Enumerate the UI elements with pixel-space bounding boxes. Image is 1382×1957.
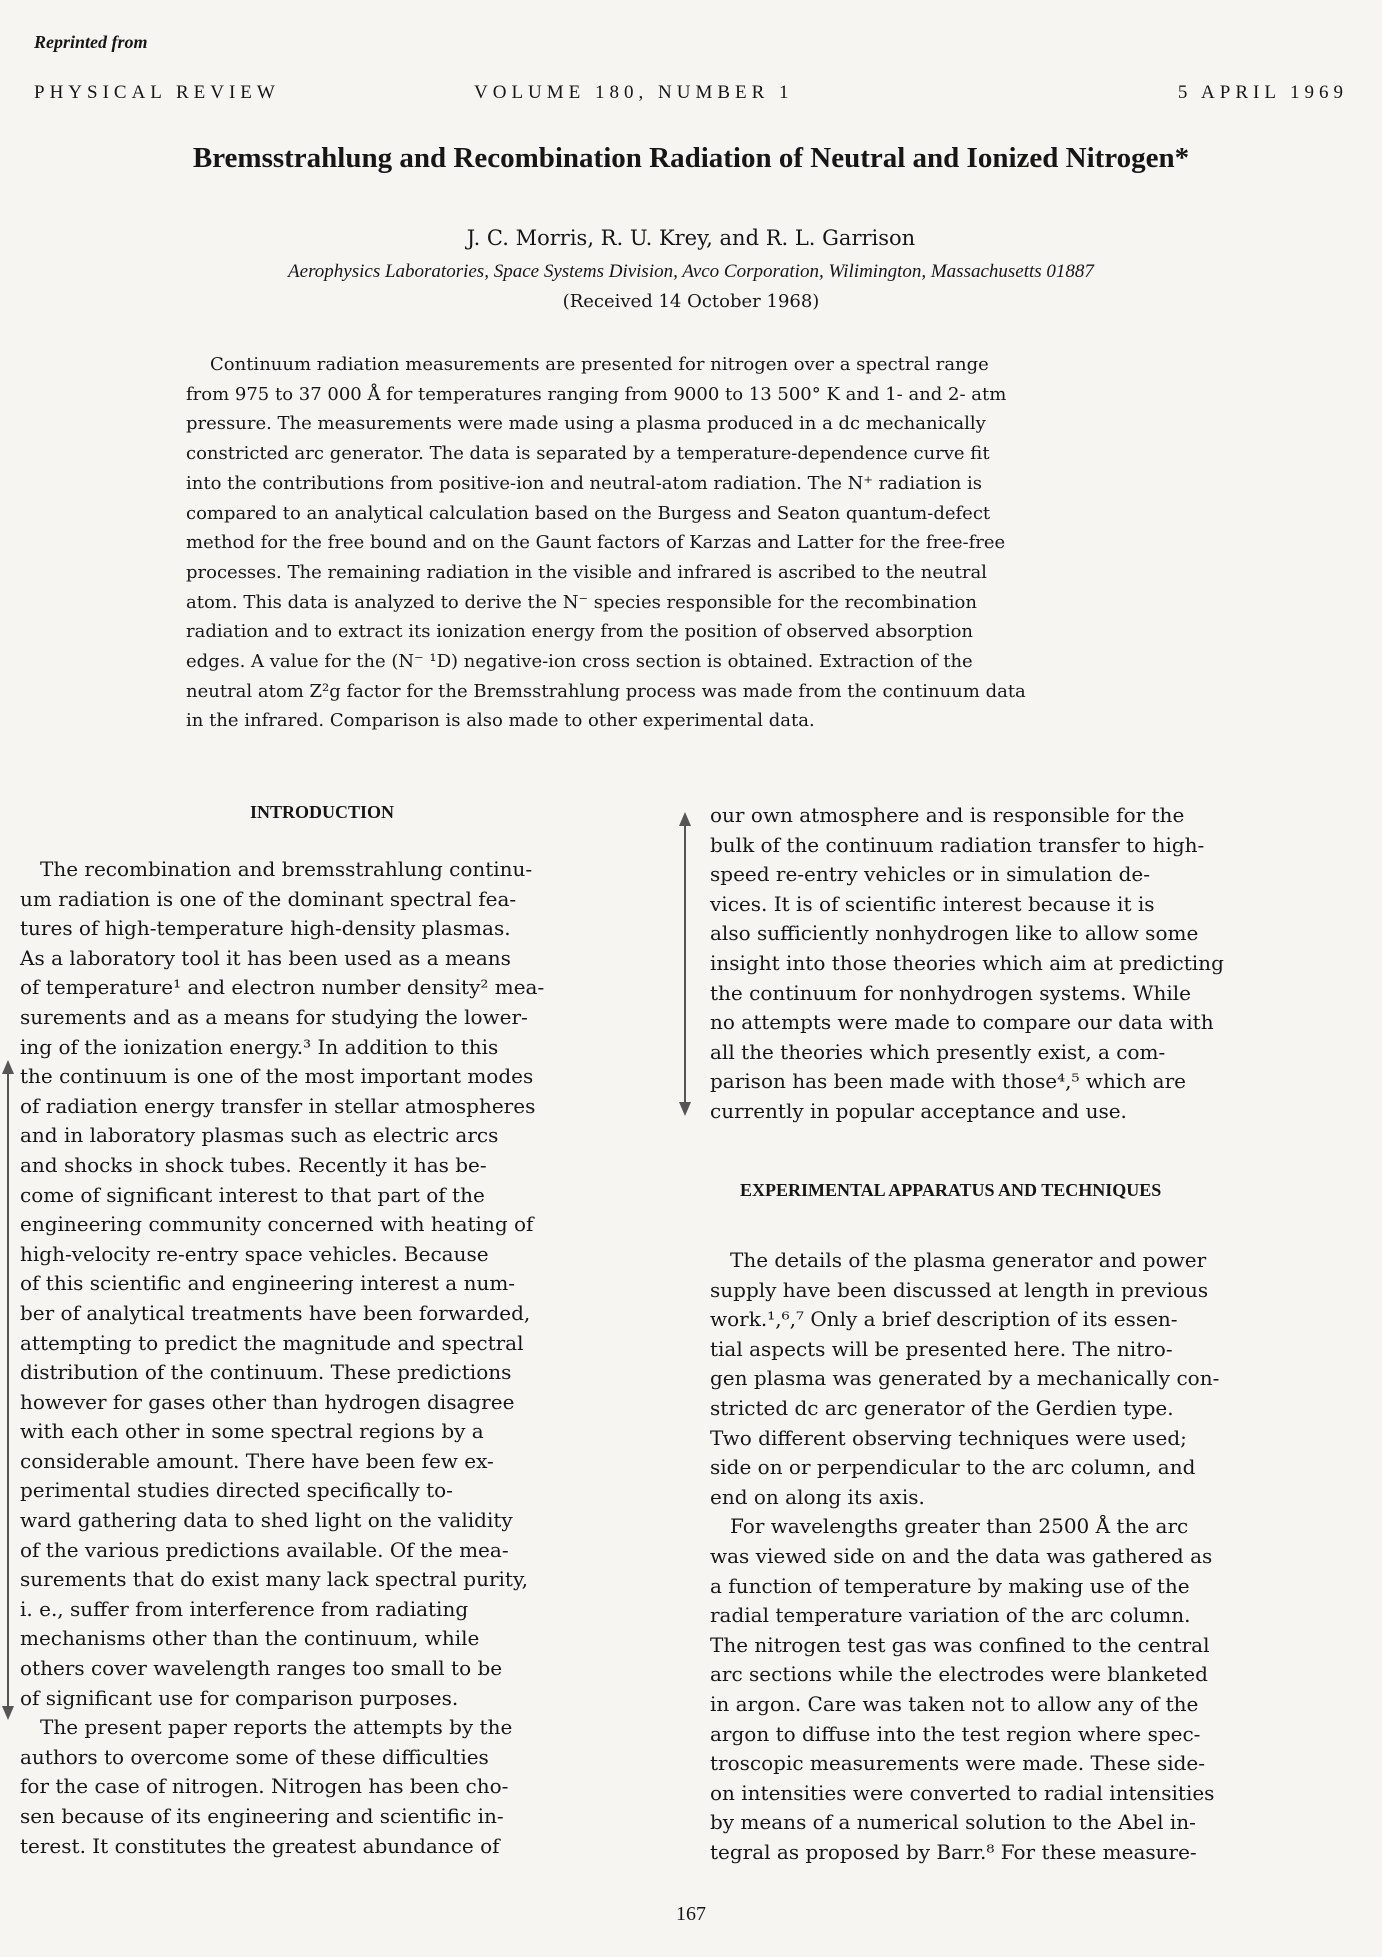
abstract-line: Continuum radiation measurements are presented for nitrogen over a spectral range xyxy=(210,354,989,375)
text-line: come of significant interest to that part of the xyxy=(20,1182,485,1207)
text-line: was viewed side on and the data was gathered as xyxy=(710,1543,1213,1568)
section-heading-introduction: INTRODUCTION xyxy=(250,802,395,822)
running-header xyxy=(34,82,1348,108)
text-line: no attempts were made to compare our data with xyxy=(710,1010,1214,1035)
text-line: with each other in some spectral regions by a xyxy=(20,1419,484,1444)
text-line: perimental studies directed specifically to- xyxy=(20,1478,453,1503)
text-line: currently in popular acceptance and use. xyxy=(710,1098,1127,1123)
text-line: The recombination and bremsstrahlung continu- xyxy=(40,857,533,881)
text-line: For wavelengths greater than 2500 Å the arc xyxy=(730,1514,1189,1539)
text-line: mechanisms other than the continuum, while xyxy=(20,1626,480,1651)
text-line: supply have been discussed at length in previous xyxy=(710,1277,1209,1302)
author-list: J. C. Morris, R. U. Krey, and R. L. Garrison xyxy=(466,226,916,250)
text-line: troscopic measurements were made. These side- xyxy=(710,1751,1206,1776)
text-line: considerable amount. There have been few ex- xyxy=(20,1448,494,1473)
received-date: (Received 14 October 1968) xyxy=(562,291,820,312)
text-line: side on or perpendicular to the arc column, and xyxy=(710,1455,1196,1480)
text-line: gen plasma was generated by a mechanically con- xyxy=(710,1366,1220,1391)
text-line: engineering community concerned with heating of xyxy=(20,1212,534,1237)
text-line: of this scientific and engineering interest a num- xyxy=(20,1271,516,1296)
right-column-arrow xyxy=(677,812,693,1116)
right-column-upper xyxy=(710,801,1330,1127)
text-line: a function of temperature by making use of the xyxy=(710,1573,1190,1598)
left-column xyxy=(20,855,660,1861)
abstract-line: atom. This data is analyzed to derive the N⁻ species responsible for the recombination xyxy=(186,591,977,613)
text-line: others cover wavelength ranges too small to be xyxy=(20,1656,503,1681)
abstract-line: processes. The remaining radiation in the visible and infrared is ascribed to the neutral xyxy=(186,561,987,583)
abstract xyxy=(186,350,1170,736)
abstract-line: constricted arc generator. The data is separated by a temperature-dependence curve fit xyxy=(186,443,990,465)
affiliation: Aerophysics Laboratories, Space Systems Division, Avco Corporation, Wilimington, Massachusetts 01887 xyxy=(288,261,1094,282)
text-line: insight into those theories which aim at predicting xyxy=(710,950,1224,975)
section-heading-experimental: EXPERIMENTAL APPARATUS AND TECHNIQUES xyxy=(740,1180,1162,1200)
text-line: surements that do exist many lack spectral purity, xyxy=(20,1567,528,1592)
text-line: i. e., suffer from interference from radiating xyxy=(20,1596,469,1621)
abstract-line: from 975 to 37 000 Å for temperatures ranging from 9000 to 13 500° K and 1- and 2- atm xyxy=(186,383,1007,405)
text-line: authors to overcome some of these difficulties xyxy=(20,1744,489,1769)
text-line: our own atmosphere and is responsible for the xyxy=(710,803,1185,827)
reprinted-note: Reprinted from xyxy=(34,32,148,52)
text-line: the continuum for nonhydrogen systems. While xyxy=(710,980,1191,1005)
text-line: arc sections while the electrodes were blanketed xyxy=(710,1662,1208,1687)
abstract-line: neutral atom Z²g factor for the Bremsstrahlung process was made from the continuum data xyxy=(186,680,1026,702)
text-line: however for gases other than hydrogen disagree xyxy=(20,1389,515,1414)
text-line: tures of high-temperature high-density plasmas. xyxy=(20,916,511,941)
abstract-line: method for the free bound and on the Gaunt factors of Karzas and Latter for the free-free xyxy=(186,532,1006,554)
text-line: ing of the ionization energy.³ In addition to this xyxy=(20,1034,499,1059)
text-line: The details of the plasma generator and power xyxy=(730,1248,1207,1272)
text-line: As a laboratory tool it has been used as a means xyxy=(20,945,511,970)
text-line: work.¹,⁶,⁷ Only a brief description of its essen- xyxy=(710,1307,1178,1332)
text-line: all the theories which presently exist, a com- xyxy=(710,1039,1166,1064)
text-line: speed re-entry vehicles or in simulation de- xyxy=(710,862,1151,887)
abstract-line: radiation and to extract its ionization energy from the position of observed absorption xyxy=(186,621,974,643)
text-line: in argon. Care was taken not to allow any of the xyxy=(710,1691,1199,1716)
text-line: on intensities were converted to radial intensities xyxy=(710,1780,1215,1805)
abstract-line: into the contributions from positive-ion and neutral-atom radiation. The N⁺ radiation is xyxy=(186,472,983,494)
text-line: surements and as a means for studying the lower- xyxy=(20,1004,528,1029)
paper-title: Bremsstrahlung and Recombination Radiation of Neutral and Ionized Nitrogen* xyxy=(192,142,1190,174)
text-line: bulk of the continuum radiation transfer to high- xyxy=(710,832,1205,857)
text-line: by means of a numerical solution to the Abel in- xyxy=(710,1810,1196,1835)
text-line: radial temperature variation of the arc column. xyxy=(710,1603,1191,1628)
text-line: high-velocity re-entry space vehicles. Because xyxy=(20,1241,489,1266)
text-line: also sufficiently nonhydrogen like to allow some xyxy=(710,921,1199,946)
text-line: The present paper reports the attempts by the xyxy=(40,1715,513,1740)
text-line: stricted dc arc generator of the Gerdien type. xyxy=(710,1395,1174,1420)
text-line: and in laboratory plasmas such as electric arcs xyxy=(20,1123,499,1148)
text-line: parison has been made with those⁴,⁵ which are xyxy=(710,1069,1187,1094)
abstract-line: pressure. The measurements were made using a plasma produced in a dc mechanically xyxy=(186,413,986,435)
text-line: argon to diffuse into the test region where spec- xyxy=(710,1721,1201,1746)
text-line: sen because of its engineering and scientific in- xyxy=(20,1804,504,1828)
volume-number: VOLUME 180, NUMBER 1 xyxy=(474,82,794,103)
text-line: um radiation is one of the dominant spectral fea- xyxy=(20,886,517,911)
abstract-line: edges. A value for the (N⁻ ¹D) negative-ion cross section is obtained. Extraction of the xyxy=(186,651,973,673)
text-line: the continuum is one of the most important modes xyxy=(20,1064,534,1089)
text-line: tial aspects will be presented here. The nitro- xyxy=(710,1336,1173,1361)
right-column-lower xyxy=(710,1246,1330,1867)
text-line: and shocks in shock tubes. Recently it has be- xyxy=(20,1152,487,1177)
page-number: 167 xyxy=(676,1903,706,1925)
text-line: ward gathering data to shed light on the validity xyxy=(20,1508,513,1533)
text-line: of radiation energy transfer in stellar atmospheres xyxy=(20,1093,536,1118)
text-line: The nitrogen test gas was confined to the central xyxy=(710,1632,1210,1657)
text-line: distribution of the continuum. These predictions xyxy=(20,1360,512,1385)
left-margin-arrow xyxy=(0,1060,16,1720)
text-line: of the various predictions available. Of the mea- xyxy=(20,1537,509,1562)
text-line: attempting to predict the magnitude and spectral xyxy=(20,1330,524,1355)
issue-date: 5 APRIL 1969 xyxy=(1177,82,1348,103)
text-line: ber of analytical treatments have been forwarded, xyxy=(20,1300,531,1325)
journal-name: PHYSICAL REVIEW xyxy=(34,82,280,103)
text-line: of temperature¹ and electron number density² mea- xyxy=(20,975,545,1000)
text-line: end on along its axis. xyxy=(710,1484,925,1509)
text-line: tegral as proposed by Barr.⁸ For these measure- xyxy=(710,1839,1197,1864)
text-line: vices. It is of scientific interest because it is xyxy=(710,891,1155,916)
abstract-line: compared to an analytical calculation based on the Burgess and Seaton quantum-defect xyxy=(186,502,991,524)
text-line: terest. It constitutes the greatest abundance of xyxy=(20,1833,500,1858)
text-line: for the case of nitrogen. Nitrogen has been cho- xyxy=(20,1774,509,1799)
text-line: Two different observing techniques were used; xyxy=(710,1425,1187,1450)
text-line: of significant use for comparison purposes. xyxy=(20,1685,459,1710)
abstract-line: in the infrared. Comparison is also made to other experimental data. xyxy=(186,710,815,732)
